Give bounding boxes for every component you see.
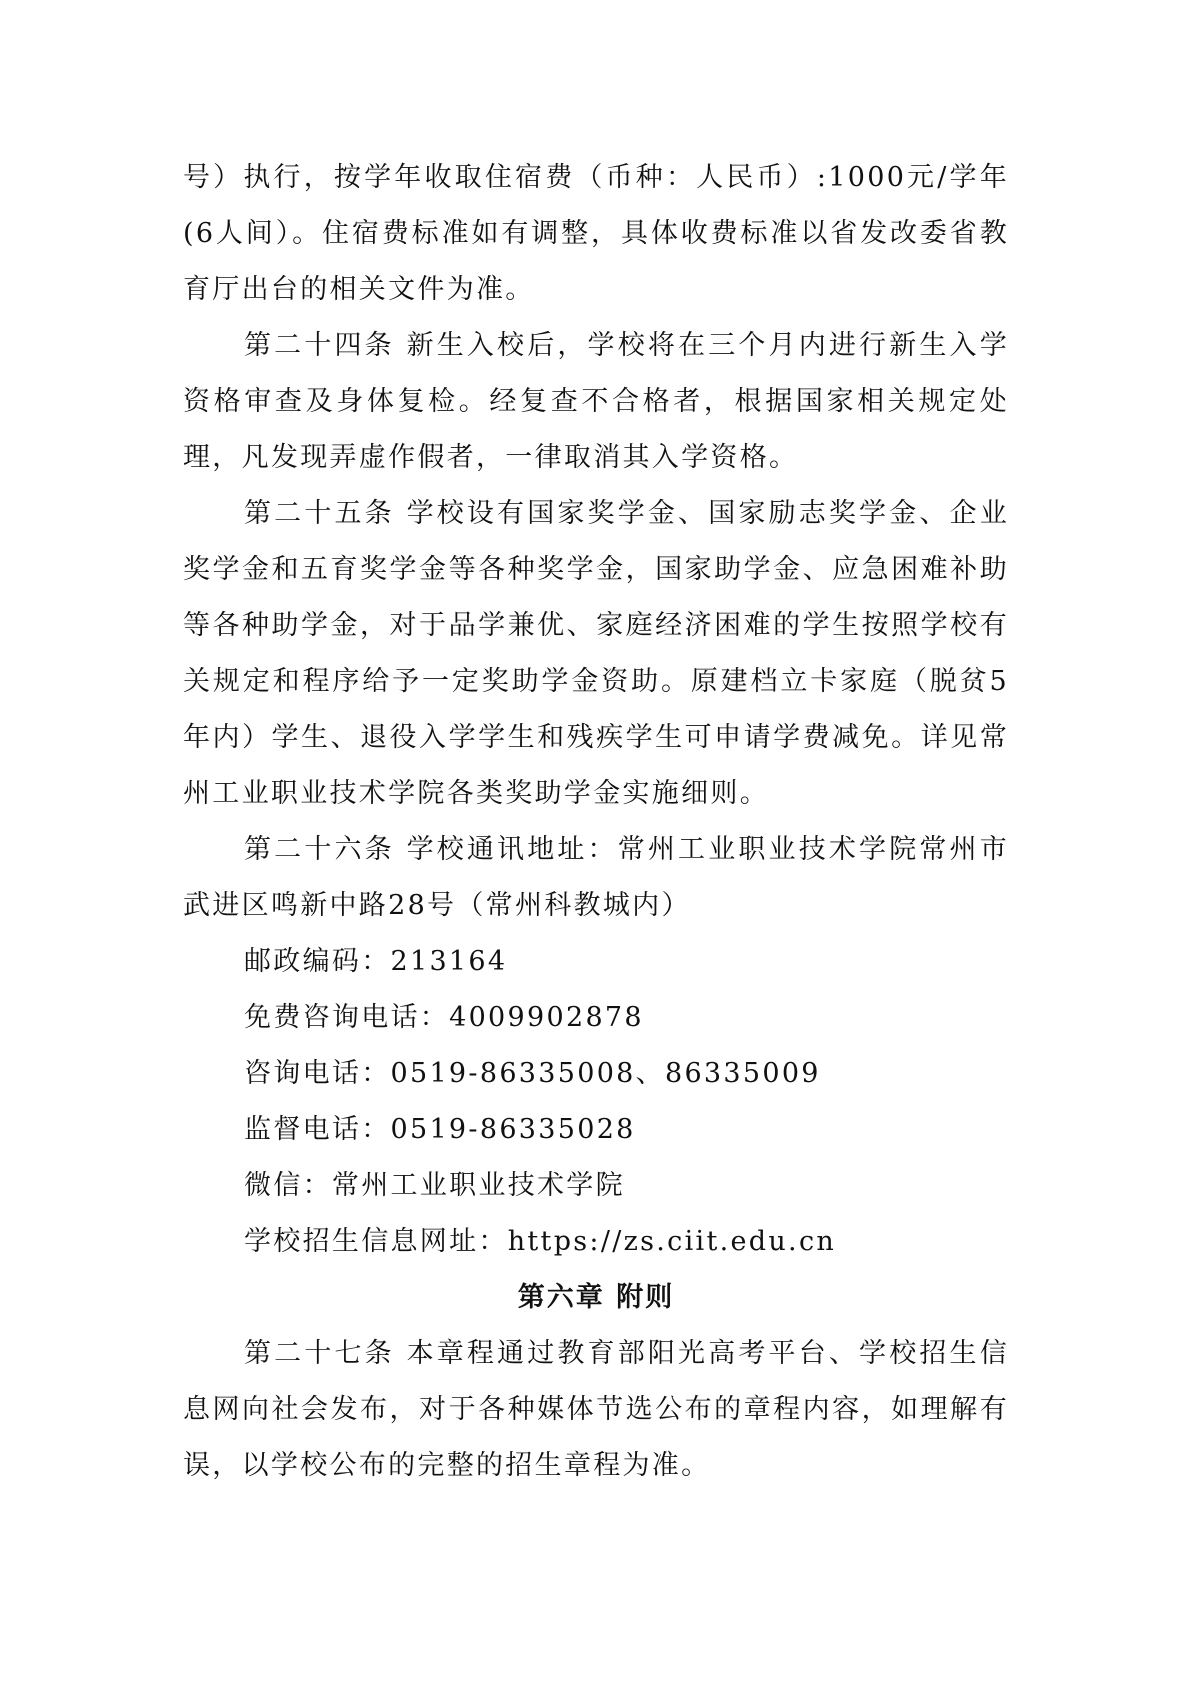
paragraph-accommodation-fee: 号）执行，按学年收取住宿费（币种：人民币）:1000元/学年(6人间）。住宿费标准如有调整，具体收费标准以省发改委省教育厅出台的相关文件为准。 xyxy=(183,162,1009,305)
article-24: 第二十四条 新生入校后，学校将在三个月内进行新生入学资格审查及身体复检。经复查不合格者，根据国家相关规定处理，凡发现弄虚作假者，一律取消其入学资格。 xyxy=(183,330,1009,473)
contact-supervision: 监督电话：0519-86335028 xyxy=(244,1114,636,1145)
contact-wechat: 微信：常州工业职业技术学院 xyxy=(244,1170,625,1201)
article-25: 第二十五条 学校设有国家奖学金、国家励志奖学金、企业奖学金和五育奖学金等各种奖学金，国家助学金、应急困难补助等各种助学金，对于品学兼优、家庭经济困难的学生按照学校有关规定和程序给予一定奖助学金资助。原建档立卡家庭（脱贫5年内）学生、退役入学学生和残疾学生可申请学费减免。详见常州工业职业技术学院各类奖助学金实施细则。 xyxy=(183,498,1009,809)
contact-free-hotline: 免费咨询电话：4009902878 xyxy=(244,1002,644,1033)
contact-website: 学校招生信息网址：https://zs.ciit.edu.cn xyxy=(244,1226,837,1257)
article-27: 第二十七条 本章程通过教育部阳光高考平台、学校招生信息网向社会发布，对于各种媒体节选公布的章程内容，如理解有误，以学校公布的完整的招生章程为准。 xyxy=(183,1338,1009,1481)
chapter-6-heading: 第六章 附则 xyxy=(517,1282,675,1313)
contact-phone: 咨询电话：0519-86335008、86335009 xyxy=(244,1058,821,1089)
document-page xyxy=(183,150,1009,1494)
contact-postcode: 邮政编码：213164 xyxy=(244,946,508,977)
article-26: 第二十六条 学校通讯地址：常州工业职业技术学院常州市武进区鸣新中路28号（常州科教城内） xyxy=(183,834,1009,921)
